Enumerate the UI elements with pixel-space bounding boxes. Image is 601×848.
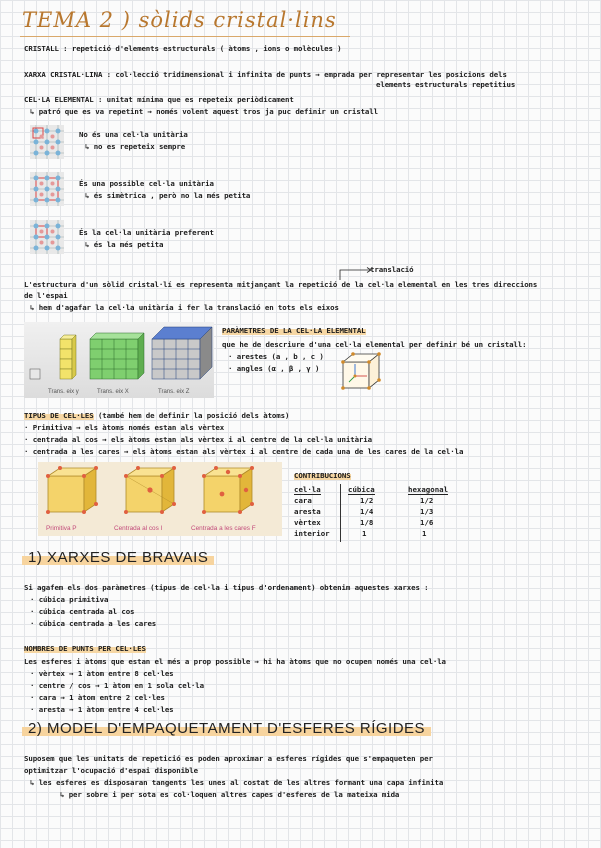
unit-1-note: ↳ no es repeteix sempre: [85, 142, 186, 151]
model-line-3: ↳ les esferes es disposaran tangents les unes al costat de les altres formant una capa infinita: [30, 778, 444, 787]
model-line-2: optimitzar l'ocupació d'espai disponible: [24, 766, 198, 775]
section-1-title: 1) XARXES DE BRAVAIS: [22, 549, 214, 566]
punts-heading: NOMBRES DE PUNTS PER CEL·LES: [24, 644, 146, 653]
lattice-image-3: [30, 220, 64, 254]
punts-line-1: Les esferes i àtoms que estan el més a prop possible → hi ha àtoms que no ocupen només una cel·la: [24, 657, 446, 666]
bravais-line-1: Si agafem els dos paràmetres (tipus de cel·la i tipus d'ordenament) obtenim aquestes xarxes :: [24, 583, 429, 592]
contrib-cell: 1: [422, 529, 427, 538]
title-underline: [20, 36, 350, 37]
param-text-1: que he de descriure d'una cel·la elemental per definir bé un cristall:: [222, 340, 527, 349]
caption-trans-z: Trans. eix Z: [158, 389, 190, 395]
lattice-image-1: [30, 125, 64, 159]
translation-figure: [24, 322, 214, 398]
line-xarxa-2: elements estructurals repetitius: [376, 80, 516, 89]
contrib-cell: 1: [362, 529, 367, 538]
translation-label: translació: [370, 265, 414, 274]
contrib-heading: CONTRIBUCIONS: [294, 471, 351, 480]
unit-1-text: No és una cel·la unitària: [79, 130, 188, 139]
tipus-heading: TIPUS DE CEL·LES: [24, 411, 94, 420]
contrib-row: [294, 506, 454, 517]
unit-2-text: És una possible cel·la unitària: [79, 179, 214, 188]
tipus-line-2: · centrada al cos → els àtoms estan als vèrtex i al centre de la cel·la unitària: [24, 435, 372, 444]
punts-line-2: · vèrtex → 1 àtom entre 8 cel·les: [30, 669, 174, 678]
line-cela: CEL·LA ELEMENTAL : unitat mínima que es repeteix periòdicament: [24, 95, 294, 104]
punts-line-3: · centre / cos → 1 àtom en 1 sola cel·la: [30, 681, 204, 690]
section-2-heading: [22, 720, 431, 737]
contrib-cell: 1/2: [360, 496, 374, 505]
caption-trans-y: Trans. eix y: [48, 389, 79, 395]
caption-primitive: Primitiva P: [46, 525, 77, 532]
contrib-cell: 1/2: [420, 496, 434, 505]
contrib-cell: 1/4: [360, 507, 374, 516]
bravais-line-3: · cúbica centrada al cos: [30, 607, 135, 616]
bravais-line-4: · cúbica centrada a les cares: [30, 619, 157, 628]
contrib-cell: vèrtex: [294, 518, 321, 527]
contrib-cell: 1/3: [420, 507, 434, 516]
contrib-divider: [340, 484, 341, 542]
line-agafar: ↳ hem d'agafar la cel·la unitària i fer la translació en tots els eixos: [30, 303, 339, 312]
contrib-cell: interior: [294, 529, 330, 538]
unit-3-text: És la cel·la unitària preferent: [79, 228, 214, 237]
model-line-4: ↳ per sobre i per sota es col·loquen altres capes d'esferes de la mateixa mida: [60, 790, 400, 799]
contrib-row: [294, 495, 454, 506]
contrib-col-header: cúbica: [348, 485, 375, 494]
caption-face-centered: Centrada a les cares F: [191, 525, 256, 532]
page-title: TEMA 2 ) sòlids cristal·lins: [22, 8, 337, 32]
contrib-table: [294, 484, 454, 539]
line-patro: ↳ patró que es va repetint → només volent aquest tros ja puc definir un cristall: [30, 107, 378, 116]
tipus-line-3: · centrada a les cares → els àtoms estan als vèrtex i al centre de cada una de les cares de la cel·la: [24, 447, 464, 456]
param-text-2: · arestes (a , b , c ): [228, 352, 324, 361]
line-xarxa-1: XARXA CRISTAL·LINA : col·lecció tridimensional i infinita de punts → emprada per representar les posicions dels: [24, 70, 507, 79]
section-2-title: 2) MODEL D'EMPAQUETAMENT D'ESFERES RÍGIDES: [22, 720, 431, 737]
lattice-image-2: [30, 172, 64, 206]
section-1-heading: [22, 549, 214, 566]
line-estructura-1: L'estructura d'un sòlid cristal·lí es representa mitjançant la repetició de la cel·la elemental en les tres direccions: [24, 280, 538, 289]
primitive-cell: [46, 466, 98, 514]
line-estructura-2: de l'espai: [24, 291, 68, 300]
model-line-1: Suposem que les unitats de repetició es poden aproximar a esferes rígides que s'empaqueten per: [24, 754, 433, 763]
tipus-heading-note: (també hem de definir la posició dels àtoms): [97, 411, 290, 420]
punts-line-4: · cara → 1 àtom entre 2 cel·les: [30, 693, 165, 702]
param-heading: PARÀMETRES DE LA CEL·LA ELEMENTAL: [222, 326, 366, 335]
punts-line-5: · aresta → 1 àtom entre 4 cel·les: [30, 705, 174, 714]
contrib-row: [294, 528, 454, 539]
caption-trans-x: Trans. eix X: [97, 389, 129, 395]
tipus-line-1: · Primitiva → els àtoms només estan als vèrtex: [24, 423, 225, 432]
contrib-header-row: [294, 484, 454, 495]
param-text-3: · angles (α , β , γ ): [228, 364, 320, 373]
unit-cell-axes-figure: [335, 350, 391, 400]
tipus-heading-row: [24, 411, 289, 420]
bravais-line-2: · cúbica primitiva: [30, 595, 109, 604]
unit-3-note: ↳ és la més petita: [85, 240, 164, 249]
unit-2-note: ↳ és simètrica , però no la més petita: [85, 191, 251, 200]
contrib-cell: 1/6: [420, 518, 434, 527]
line-cristall: CRISTALL : repetició d'elements estructurals ( àtoms , ions o molècules ): [24, 44, 342, 53]
contrib-cell: aresta: [294, 507, 321, 516]
contrib-row: [294, 517, 454, 528]
contrib-col-header: cel·la: [294, 485, 321, 494]
contrib-cell: cara: [294, 496, 312, 505]
contrib-col-header: hexagonal: [408, 485, 449, 494]
caption-body-centered: Centrada al cos I: [114, 525, 163, 532]
contrib-cell: 1/8: [360, 518, 374, 527]
